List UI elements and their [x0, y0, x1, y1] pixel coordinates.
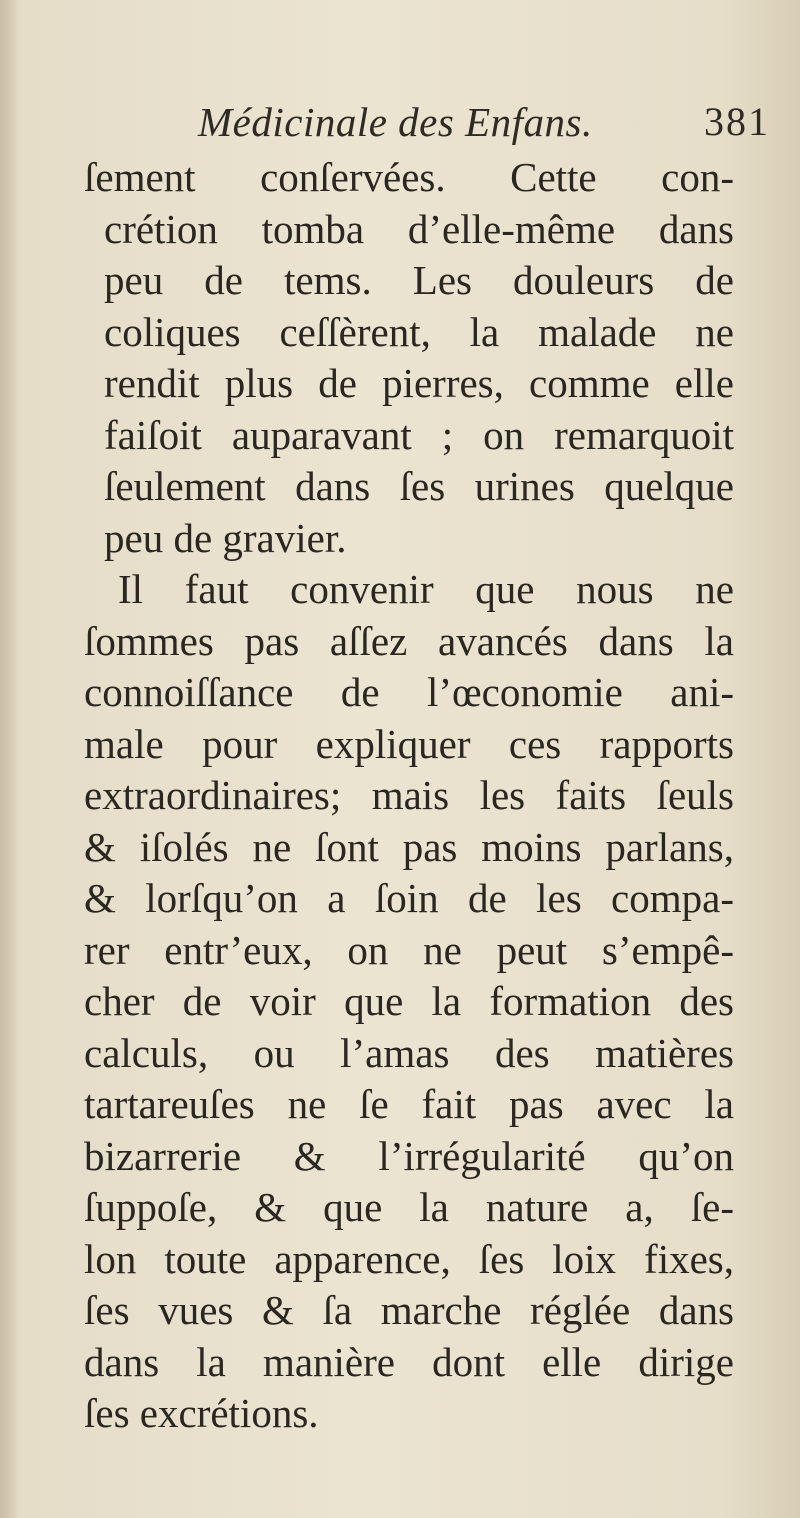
text-line: calculs, ou l’amas des matières — [84, 1029, 734, 1076]
text-line: cher de voir que la formation des — [84, 978, 734, 1024]
text-line: ſuppoſe, & que la nature a, ſe- — [84, 1184, 734, 1230]
body-text — [84, 152, 734, 1440]
text-line: tartareuſes ne ſe fait pas avec la — [84, 1081, 734, 1127]
text-line: ſommes pas aſſez avancés dans la — [84, 617, 734, 664]
text-line: ſes vues & ſa marche réglée dans — [84, 1287, 734, 1333]
text-line: rendit plus de pierres, comme elle — [104, 360, 734, 406]
running-title: Médicinale des Enfans. — [198, 99, 593, 145]
text-line: coliques ceſſèrent, la malade ne — [104, 308, 734, 355]
text-line: bizarrerie & l’irrégularité qu’on — [84, 1132, 734, 1179]
page-header — [198, 98, 770, 150]
page-number: 381 — [704, 99, 770, 144]
text-line: rer entr’eux, on ne peut s’empê- — [84, 926, 734, 973]
gutter-shadow — [0, 0, 18, 1518]
text-line: male pour expliquer ces rapports — [84, 720, 734, 767]
text-line: lon toute apparence, ſes loix fixes, — [84, 1235, 734, 1282]
text-line: extraordinaires; mais les faits ſeuls — [84, 772, 734, 818]
text-line: ſes excrétions. — [84, 1390, 319, 1436]
text-line: & iſolés ne ſont pas moins parlans, — [84, 823, 734, 870]
paragraph-start-line: Il faut convenir que nous ne — [118, 566, 734, 612]
text-line: crétion tomba d’elle-même dans — [104, 205, 734, 252]
text-line: faiſoit auparavant ; on remarquoit — [104, 411, 734, 458]
text-line: dans la manière dont elle dirige — [84, 1338, 734, 1385]
text-line: ſeulement dans ſes urines quelque — [104, 463, 734, 509]
text-line: peu de tems. Les douleurs de — [104, 257, 734, 303]
text-line: & lorſqu’on a ſoin de les compa- — [84, 875, 734, 921]
text-line: connoiſſance de l’œconomie ani- — [84, 669, 734, 715]
text-line: peu de gravier. — [104, 514, 347, 561]
text-line: ſement conſervées. Cette con- — [84, 154, 734, 200]
